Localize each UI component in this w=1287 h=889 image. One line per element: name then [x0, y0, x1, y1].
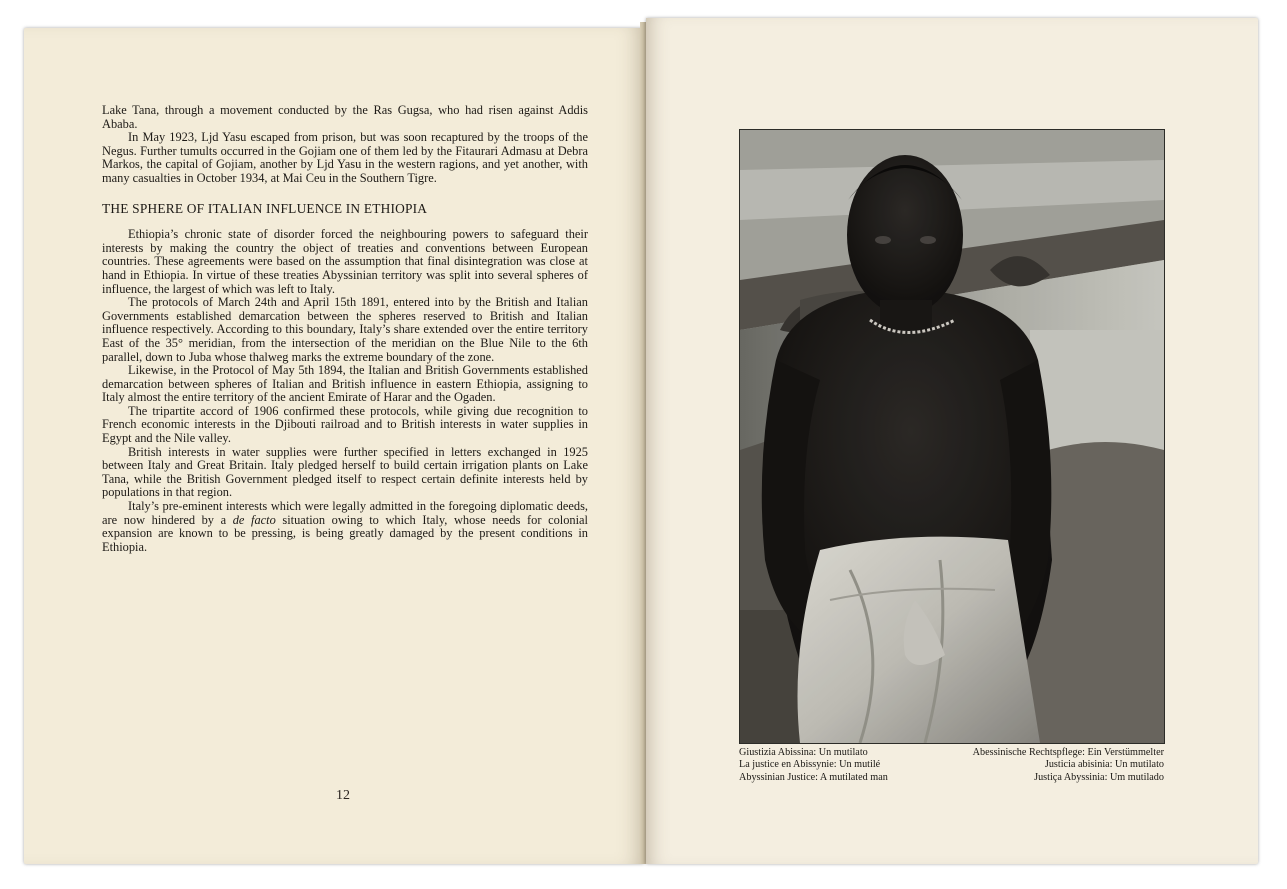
- paragraph: Lake Tana, through a movement conducted by the Ras Gugsa, who had risen against Addis Ababa.: [102, 103, 588, 131]
- caption-line: Giustizia Abissina: Un mutilato: [739, 747, 868, 758]
- paragraph-last: [102, 500, 588, 554]
- paragraph-text-before: Italy’s pre-eminent interests which were legally admitted in the foregoing diplomatic deeds, are now hindered by a: [102, 499, 588, 527]
- paragraph-text-after: situation owing to which Italy, whose needs for colonial expansion are known to be pressing, is being greatly damaged by the present conditions in Ethiopia.: [102, 512, 588, 554]
- caption-line: Justicia abisinia: Un mutilato: [1044, 759, 1164, 771]
- paragraph: The protocols of March 24th and April 15th 1891, entered into by the British and Italian Governments established demarcation between the spheres reserved to British and Italian influence respectively. According to this boundary, Italy’s share extended over the entire territory East of the 35° meridian, from the intersection of the meridian on the Blue Nile to the 6th parallel, down to Juba whose thalweg marks the extreme boundary of the zone.: [102, 295, 588, 364]
- paragraph: British interests in water supplies were further specified in letters exchanged in 1925 between Italy and Great Britain. Italy pledged herself to build certain irrigation plants on Lake Tana, while the British Government pledged itself to respect certain definite interests held by populations in that region.: [102, 444, 588, 500]
- caption-line: Justiça Abyssinia: Um mutilado: [1034, 771, 1164, 783]
- caption-right: [946, 747, 1164, 784]
- caption-line: Abessinische Rechtspflege: Ein Verstümmelter: [972, 747, 1164, 758]
- section-heading: THE SPHERE OF ITALIAN INFLUENCE IN ETHIOPIA: [102, 200, 428, 216]
- left-page-text: [102, 104, 588, 554]
- photograph: [739, 129, 1165, 744]
- italic-phrase: de facto: [232, 512, 276, 527]
- caption-line: Abyssinian Justice: A mutilated man: [739, 771, 888, 783]
- left-page: [24, 28, 644, 864]
- caption-line: La justice en Abissynie: Un mutilé: [739, 759, 881, 771]
- right-page: [646, 18, 1258, 864]
- paragraph: The tripartite accord of 1906 confirmed these protocols, while giving due recognition to French economic interests in the Djibouti railroad and to British interests in water supplies in Egypt and the Nile valley.: [102, 403, 588, 446]
- paragraph: In May 1923, Ljd Yasu escaped from prison, but was soon recaptured by the troops of the Negus. Further tumults occurred in the Gojiam one of them led by the Fitaurari Admasu at Debra Markos, the capital of Gojiam, another by Ljd Yasu in the western ragions, and yet another, with many casualties in October 1934, at Mai Ceu in the Southern Tigre.: [102, 130, 588, 185]
- caption-left: [739, 747, 911, 784]
- paragraph: Likewise, in the Protocol of May 5th 1894, the Italian and British Governments established demarcation between spheres of Italian and British influence in eastern Ethiopia, assigning to Italy almost the entire territory of the ancient Emirate of Harar and the Ogaden.: [102, 363, 588, 405]
- page-number: 12: [336, 788, 350, 803]
- paragraph: Ethiopia’s chronic state of disorder forced the neighbouring powers to safeguard their interests by making the country the object of treaties and conventions between European countries. These agreements were based on the assumption that final disintegration was close at hand in Ethiopia. In virtue of these treaties Abyssinian territory was split into several spheres of influence, the largest of which was left to Italy.: [102, 227, 588, 296]
- book-spread: [24, 18, 1262, 866]
- photograph-illustration: [740, 130, 1164, 743]
